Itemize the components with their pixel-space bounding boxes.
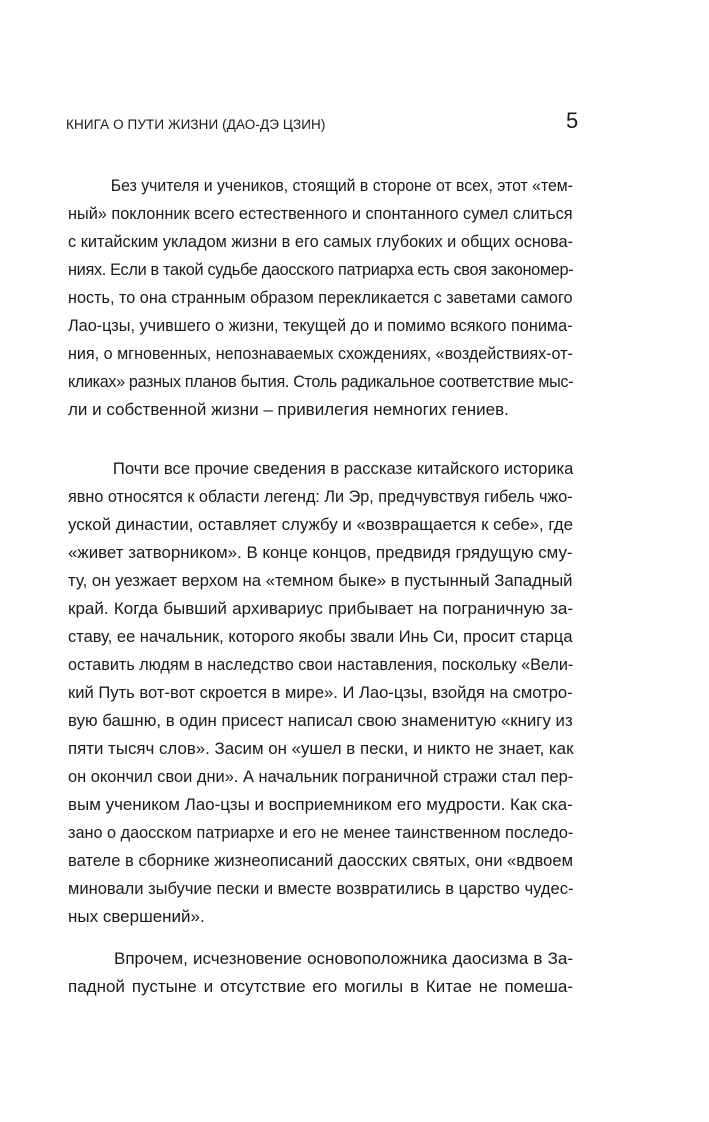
paragraph-1	[68, 172, 573, 424]
text-line: явно относятся к области легенд: Ли Эр, предчувствуя гибель чжо-	[68, 487, 573, 506]
text-line: край. Когда бывший архивариус прибывает на пограничную за-	[68, 599, 573, 618]
text-line: ность, то она странным образом перекликается с заветами самого	[68, 288, 573, 307]
text-line: ных свершений».	[68, 907, 205, 926]
text-line: вую башню, в один присест написал свою знаменитую «книгу из	[68, 711, 573, 730]
text-line: ный» поклонник всего естественного и спонтанного сумел слиться	[68, 204, 573, 223]
paragraph-2	[68, 455, 573, 931]
text-line: вателе в сборнике жизнеописаний даосских святых, они «вдвоем	[68, 851, 574, 870]
text-line: Лао-цзы, учившего о жизни, текущей до и помимо всякого понима-	[68, 316, 573, 335]
text-line: уской династии, оставляет службу и «возвращается к себе», где	[68, 515, 574, 534]
text-line: Без учителя и учеников, стоящий в стороне от всех, этот «тем-	[110, 176, 573, 195]
text-line: ту, он уезжает верхом на «темном быке» в пустынный Западный	[68, 571, 573, 590]
text-line: кликах» разных планов бытия. Столь радикальное соответствие мыс-	[68, 372, 574, 391]
text-line: ли и собственной жизни – привилегия немногих гениев.	[68, 400, 509, 419]
text-line: миновали зыбучие пески и вместе возвратились в царство чудес-	[68, 879, 574, 898]
text-line: Впрочем, исчезновение основоположника даосизма в За-	[114, 949, 573, 968]
text-line: ниях. Если в такой судьбе даосского патриарха есть своя закономер-	[68, 260, 574, 279]
page-number: 5	[566, 108, 579, 133]
text-line: оставить людям в наследство свои наставления, поскольку «Вели-	[68, 655, 574, 674]
text-line: пяти тысяч слов». Засим он «ушел в пески, и никто не знает, как	[68, 739, 574, 758]
text-line: кий Путь вот-вот скроется в мире». И Лао-цзы, взойдя на смотро-	[68, 683, 573, 702]
text-line: зано о даосском патриархе и его не менее таинственном последо-	[68, 823, 574, 842]
text-line: падной пустыне и отсутствие его могилы в Китае не помеша-	[68, 977, 573, 996]
running-title: КНИГА О ПУТИ ЖИЗНИ (ДАО-ДЭ ЦЗИН)	[66, 117, 326, 132]
text-line: ставу, ее начальник, которого якобы звали Инь Си, просит старца	[68, 627, 573, 646]
paragraph-3	[68, 945, 573, 1001]
text-line: «живет затворником». В конце концов, предвидя грядущую сму-	[68, 543, 573, 562]
text-line: он окончил свои дни». А начальник пограничной стражи стал пер-	[68, 767, 574, 786]
text-line: вым учеником Лао-цзы и восприемником его мудрости. Как ска-	[68, 795, 573, 814]
text-line: ния, о мгновенных, непознаваемых схождениях, «воздействиях-от-	[68, 344, 573, 363]
text-line: с китайским укладом жизни в его самых глубоких и общих основа-	[68, 232, 574, 251]
text-line: Почти все прочие сведения в рассказе китайского историка	[112, 459, 574, 478]
